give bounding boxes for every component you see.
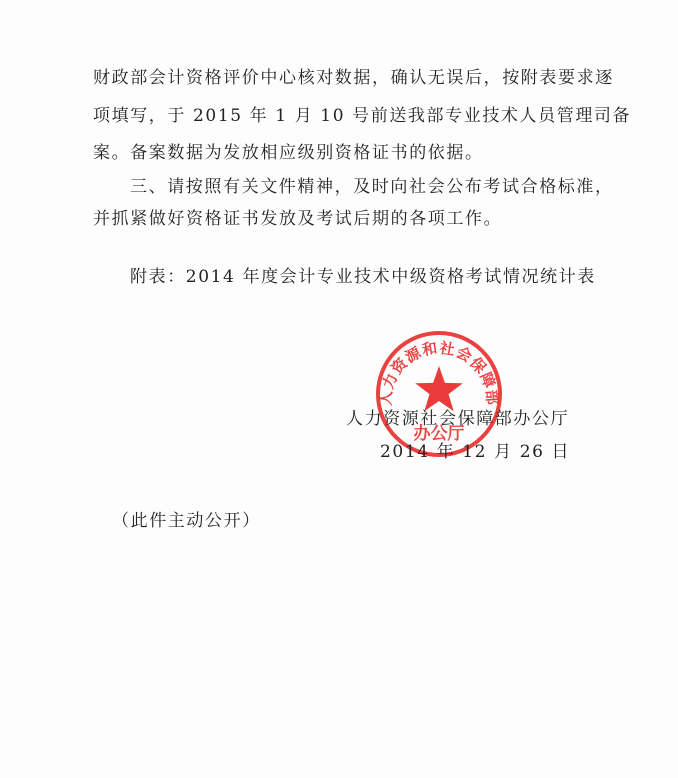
body-line-5: 并抓紧做好资格证书发放及考试后期的各项工作。 <box>93 209 503 229</box>
issuer-name: 人力资源社会保障部办公厅 <box>346 409 570 429</box>
disclosure-note: （此件主动公开） <box>112 511 261 531</box>
body-line-1: 财政部会计资格评价中心核对数据，确认无误后，按附表要求逐 <box>93 68 614 88</box>
seal-inner-text: 办公厅 <box>413 424 465 444</box>
body-line-3: 案。备案数据为发放相应级别资格证书的依据。 <box>93 143 484 163</box>
seal-outer-text: 人力资源和社会保障部 <box>376 338 502 407</box>
attachment-line: 附表：2014 年度会计专业技术中级资格考试情况统计表 <box>130 267 596 287</box>
official-seal <box>375 330 503 458</box>
body-line-4: 三、请按照有关文件精神，及时向社会公布考试合格标准， <box>130 177 614 197</box>
issue-date: 2014 年 12 月 26 日 <box>380 442 571 462</box>
body-line-2: 项填写，于 2015 年 1 月 10 号前送我部专业技术人员管理司备 <box>93 106 632 126</box>
seal-graphic <box>375 330 503 458</box>
